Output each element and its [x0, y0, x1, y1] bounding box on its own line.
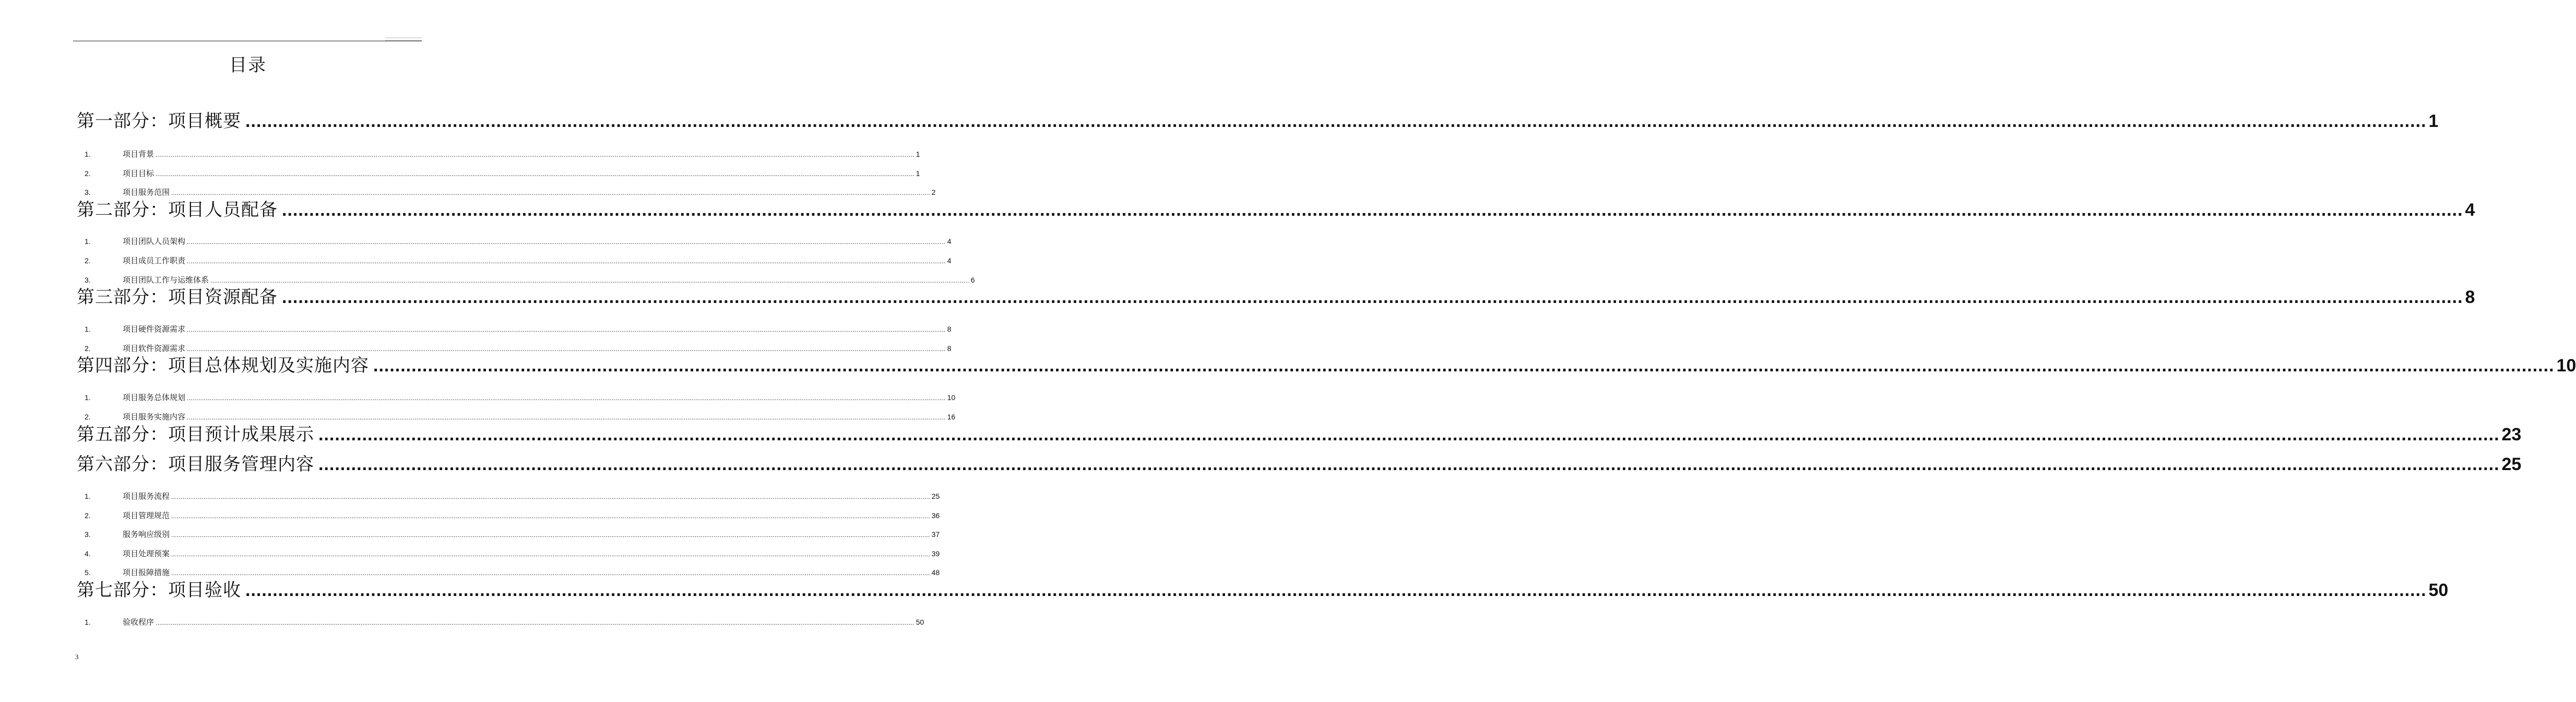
dot-leader: ................................................................................................................................................................................................................................................................................................................................................................................................................: [156, 170, 915, 178]
dot-leader: ................................................................................................................................................................................................................................................................................................................................................................................................................: [318, 454, 2500, 474]
dot-leader: ................................................................................................................................................................................................................................................................................................................................................................................................................: [282, 200, 2463, 220]
toc-item-number: 3.: [85, 188, 91, 196]
toc-item-number: 3.: [85, 276, 91, 284]
dot-leader: ................................................................................................................................................................................................................................................................................................................................................................................................................: [187, 238, 946, 245]
toc-page-number: 16: [947, 413, 956, 421]
dot-leader: ................................................................................................................................................................................................................................................................................................................................................................................................................: [245, 111, 2427, 131]
toc-part-entry[interactable]: [77, 453, 2522, 476]
toc-part-entry[interactable]: [77, 198, 2475, 221]
toc-page-number: 37: [931, 530, 940, 539]
toc-page-number: 36: [931, 511, 940, 520]
dot-leader: ................................................................................................................................................................................................................................................................................................................................................................................................................: [187, 394, 946, 402]
toc-page-number: 8: [947, 344, 952, 353]
toc-page-number: 1: [916, 150, 920, 158]
toc-item-title: 项目团队人员架构: [123, 237, 186, 246]
toc-item-entry[interactable]: [85, 392, 956, 404]
toc-item-title: 项目服务总体规划: [123, 393, 186, 402]
toc-item-title: 项目服务实施内容: [123, 412, 186, 422]
dot-leader: ................................................................................................................................................................................................................................................................................................................................................................................................................: [187, 326, 946, 333]
toc-item-entry[interactable]: [85, 411, 956, 423]
toc-item-entry[interactable]: [85, 510, 940, 522]
toc-page-number: 39: [931, 549, 940, 558]
dot-leader: ................................................................................................................................................................................................................................................................................................................................................................................................................: [171, 493, 930, 500]
toc-part-entry[interactable]: [77, 110, 2439, 133]
toc-item-number: 2.: [85, 413, 91, 421]
toc-item-number: 5.: [85, 568, 91, 577]
toc-item-title: 项目背景: [123, 149, 155, 159]
dot-leader: ................................................................................................................................................................................................................................................................................................................................................................................................................: [245, 580, 2427, 600]
toc-item-title: 项目团队工作与运维体系: [123, 275, 209, 285]
dot-leader: ................................................................................................................................................................................................................................................................................................................................................................................................................: [282, 287, 2463, 307]
toc-item-entry[interactable]: [85, 490, 940, 502]
toc-item-title: 项目管理规范: [123, 511, 170, 520]
dot-leader: ................................................................................................................................................................................................................................................................................................................................................................................................................: [373, 356, 2555, 376]
toc-page-number: 50: [2428, 580, 2449, 600]
toc-part-title: 第二部分：项目人员配备: [77, 200, 278, 220]
dot-leader: ................................................................................................................................................................................................................................................................................................................................................................................................................: [171, 512, 930, 520]
toc-item-title: 项目报障措施: [123, 568, 170, 577]
toc-page-number: 8: [2465, 287, 2475, 307]
toc-part-title: 第三部分：项目资源配备: [77, 287, 278, 308]
toc-item-number: 2.: [85, 169, 91, 178]
toc-item-number: 4.: [85, 549, 91, 558]
toc-item-entry[interactable]: [85, 186, 936, 198]
toc-item-number: 1.: [85, 150, 91, 158]
dot-leader: ................................................................................................................................................................................................................................................................................................................................................................................................................: [156, 151, 915, 158]
dot-leader: ................................................................................................................................................................................................................................................................................................................................................................................................................: [171, 531, 930, 539]
toc-item-title: 项目成员工作职责: [123, 256, 186, 265]
toc-part-entry[interactable]: [77, 423, 2522, 446]
toc-item-number: 2.: [85, 344, 91, 353]
toc-item-number: 1.: [85, 618, 91, 626]
toc-item-title: 项目服务范围: [123, 188, 170, 197]
toc-page-number: 1: [2428, 111, 2439, 131]
toc-part-entry[interactable]: [77, 286, 2475, 309]
dot-leader: ................................................................................................................................................................................................................................................................................................................................................................................................................: [187, 345, 946, 353]
dot-leader: ................................................................................................................................................................................................................................................................................................................................................................................................................: [171, 189, 930, 196]
toc-page-number: 4: [2465, 200, 2475, 220]
toc-item-number: 1.: [85, 393, 91, 402]
toc-item-entry[interactable]: [85, 255, 952, 267]
toc-item-entry[interactable]: [85, 168, 920, 180]
toc-item-number: 1.: [85, 492, 91, 500]
toc-page-number: 8: [947, 325, 952, 333]
toc-item-title: 项目服务流程: [123, 492, 170, 501]
toc-page-number: 10: [947, 393, 956, 402]
toc-part-title: 第七部分：项目验收: [77, 580, 241, 601]
dot-leader: ................................................................................................................................................................................................................................................................................................................................................................................................................: [187, 258, 946, 265]
toc-page-number: 4: [947, 256, 952, 265]
toc-item-title: 项目处理预案: [123, 549, 170, 558]
toc-item-title: 项目硬件资源需求: [123, 324, 186, 334]
toc-page-number: 10: [2556, 356, 2576, 376]
toc-item-entry[interactable]: [85, 548, 940, 560]
dot-leader: ................................................................................................................................................................................................................................................................................................................................................................................................................: [210, 277, 969, 284]
toc-item-entry[interactable]: [85, 274, 975, 286]
toc-item-title: 验收程序: [123, 617, 155, 627]
toc-part-title: 第一部分：项目概要: [77, 111, 241, 132]
toc-item-entry[interactable]: [85, 343, 952, 355]
toc-item-entry[interactable]: [85, 567, 940, 579]
toc-item-entry[interactable]: [85, 323, 952, 335]
toc-item-title: 项目软件资源需求: [123, 344, 186, 353]
toc-part-title: 第五部分：项目预计成果展示: [77, 424, 314, 445]
toc-part-title: 第六部分：项目服务管理内容: [77, 454, 314, 475]
toc-item-number: 1.: [85, 325, 91, 333]
toc-page-number: 4: [947, 237, 952, 245]
footer-page-number: 3: [75, 653, 79, 661]
toc-page-number: 50: [916, 618, 924, 626]
toc-item-entry[interactable]: [85, 236, 952, 248]
dot-leader: ................................................................................................................................................................................................................................................................................................................................................................................................................: [318, 425, 2500, 444]
dot-leader: ................................................................................................................................................................................................................................................................................................................................................................................................................: [187, 414, 946, 421]
dot-leader: ................................................................................................................................................................................................................................................................................................................................................................................................................: [171, 569, 930, 577]
toc-part-entry[interactable]: [77, 579, 2449, 602]
toc-item-entry[interactable]: [85, 529, 940, 541]
toc-page-number: 1: [916, 169, 920, 178]
toc-item-title: 项目目标: [123, 169, 155, 178]
toc-page-number: 25: [931, 492, 940, 500]
toc-item-number: 2.: [85, 511, 91, 520]
dot-leader: ................................................................................................................................................................................................................................................................................................................................................................................................................: [156, 619, 915, 626]
toc-item-number: 1.: [85, 237, 91, 245]
toc-item-number: 3.: [85, 530, 91, 539]
toc-page-number: 6: [970, 276, 975, 284]
toc-page-number: 2: [931, 188, 936, 196]
toc-item-entry[interactable]: [85, 148, 920, 160]
toc-page-number: 23: [2501, 425, 2522, 444]
toc-item-entry[interactable]: [85, 616, 924, 628]
toc-part-title: 第四部分：项目总体规划及实施内容: [77, 355, 369, 376]
toc-part-entry[interactable]: [77, 354, 2576, 377]
dot-leader: ................................................................................................................................................................................................................................................................................................................................................................................................................: [171, 551, 930, 558]
page-title: 目录: [229, 55, 267, 76]
toc-item-number: 2.: [85, 256, 91, 265]
toc-page-number: 48: [931, 568, 940, 577]
toc-item-title: 服务响应级别: [123, 530, 170, 539]
toc-page-number: 25: [2501, 454, 2522, 474]
